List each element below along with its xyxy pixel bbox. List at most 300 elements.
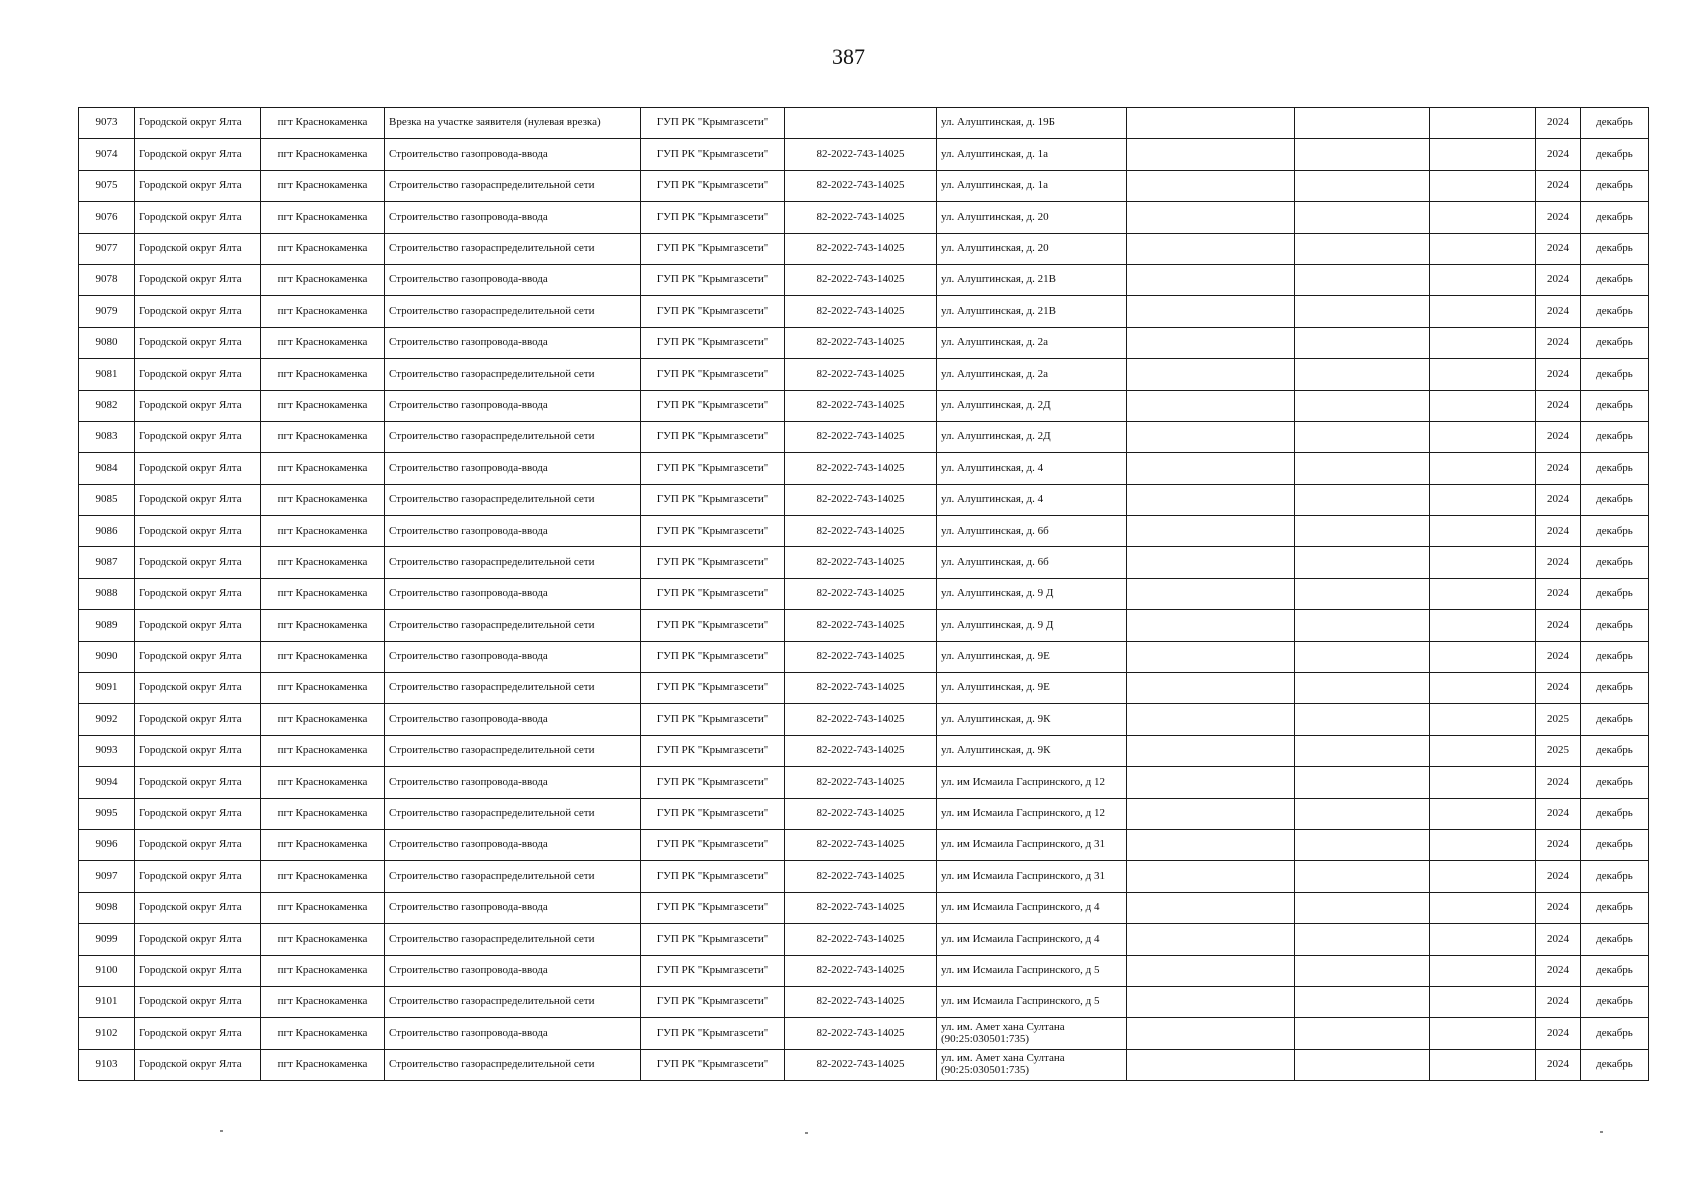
month-cell: декабрь <box>1581 955 1649 986</box>
empty-cell <box>1295 202 1430 233</box>
empty-cell <box>1127 296 1295 327</box>
empty-cell <box>1295 139 1430 170</box>
year-cell: 2024 <box>1536 139 1581 170</box>
table-row <box>79 1049 1649 1080</box>
month-cell: декабрь <box>1581 892 1649 923</box>
scan-speck <box>1600 1131 1603 1133</box>
empty-cell <box>1430 829 1536 860</box>
organization-cell: ГУП РК "Крымгазсети" <box>641 955 785 986</box>
empty-cell <box>1295 296 1430 327</box>
table-row <box>79 108 1649 139</box>
row-number-cell: 9097 <box>79 861 135 892</box>
work-type-cell: Строительство газопровода-ввода <box>385 767 641 798</box>
month-cell: декабрь <box>1581 170 1649 201</box>
address-cell: ул. им. Амет хана Султана (90:25:030501:735) <box>937 1049 1127 1080</box>
empty-cell <box>1430 390 1536 421</box>
work-type-cell: Строительство газопровода-ввода <box>385 453 641 484</box>
organization-cell: ГУП РК "Крымгазсети" <box>641 233 785 264</box>
empty-cell <box>1295 892 1430 923</box>
address-cell: ул. Алуштинская, д. 6б <box>937 547 1127 578</box>
year-cell: 2024 <box>1536 516 1581 547</box>
organization-cell: ГУП РК "Крымгазсети" <box>641 641 785 672</box>
work-type-cell: Строительство газопровода-ввода <box>385 327 641 358</box>
table-row <box>79 327 1649 358</box>
empty-cell <box>1430 610 1536 641</box>
table-row <box>79 484 1649 515</box>
empty-cell <box>1295 1049 1430 1080</box>
address-cell: ул. Алуштинская, д. 9К <box>937 735 1127 766</box>
work-type-cell: Строительство газопровода-ввода <box>385 1018 641 1049</box>
settlement-cell: пгт Краснокаменка <box>261 233 385 264</box>
row-number-cell: 9075 <box>79 170 135 201</box>
municipality-cell: Городской округ Ялта <box>135 861 261 892</box>
work-type-cell: Строительство газопровода-ввода <box>385 202 641 233</box>
month-cell: декабрь <box>1581 798 1649 829</box>
settlement-cell: пгт Краснокаменка <box>261 1018 385 1049</box>
table-row <box>79 767 1649 798</box>
work-type-cell: Строительство газопровода-ввода <box>385 829 641 860</box>
municipality-cell: Городской округ Ялта <box>135 641 261 672</box>
year-cell: 2024 <box>1536 578 1581 609</box>
municipality-cell: Городской округ Ялта <box>135 1049 261 1080</box>
empty-cell <box>1127 955 1295 986</box>
organization-cell: ГУП РК "Крымгазсети" <box>641 516 785 547</box>
empty-cell <box>1295 986 1430 1017</box>
address-cell: ул. им Исмаила Гаспринского, д 4 <box>937 892 1127 923</box>
program-code-cell: 82-2022-743-14025 <box>785 233 937 264</box>
address-cell: ул. Алуштинская, д. 9К <box>937 704 1127 735</box>
organization-cell: ГУП РК "Крымгазсети" <box>641 139 785 170</box>
year-cell: 2024 <box>1536 1049 1581 1080</box>
table-row <box>79 233 1649 264</box>
year-cell: 2024 <box>1536 641 1581 672</box>
empty-cell <box>1430 578 1536 609</box>
address-cell: ул. Алуштинская, д. 9Е <box>937 641 1127 672</box>
organization-cell: ГУП РК "Крымгазсети" <box>641 264 785 295</box>
organization-cell: ГУП РК "Крымгазсети" <box>641 390 785 421</box>
month-cell: декабрь <box>1581 767 1649 798</box>
month-cell: декабрь <box>1581 924 1649 955</box>
address-cell: ул. Алуштинская, д. 1а <box>937 170 1127 201</box>
organization-cell: ГУП РК "Крымгазсети" <box>641 767 785 798</box>
address-cell: ул. им Исмаила Гаспринского, д 31 <box>937 861 1127 892</box>
settlement-cell: пгт Краснокаменка <box>261 892 385 923</box>
work-type-cell: Строительство газопровода-ввода <box>385 264 641 295</box>
empty-cell <box>1430 139 1536 170</box>
work-type-cell: Строительство газораспределительной сети <box>385 861 641 892</box>
work-type-cell: Строительство газопровода-ввода <box>385 704 641 735</box>
municipality-cell: Городской округ Ялта <box>135 547 261 578</box>
table-row <box>79 547 1649 578</box>
empty-cell <box>1295 861 1430 892</box>
municipality-cell: Городской округ Ялта <box>135 359 261 390</box>
empty-cell <box>1295 1018 1430 1049</box>
year-cell: 2024 <box>1536 1018 1581 1049</box>
table-row <box>79 735 1649 766</box>
address-cell: ул. Алуштинская, д. 4 <box>937 484 1127 515</box>
work-type-cell: Строительство газораспределительной сети <box>385 924 641 955</box>
empty-cell <box>1430 1049 1536 1080</box>
settlement-cell: пгт Краснокаменка <box>261 327 385 358</box>
empty-cell <box>1295 955 1430 986</box>
settlement-cell: пгт Краснокаменка <box>261 202 385 233</box>
row-number-cell: 9084 <box>79 453 135 484</box>
month-cell: декабрь <box>1581 735 1649 766</box>
empty-cell <box>1127 1018 1295 1049</box>
organization-cell: ГУП РК "Крымгазсети" <box>641 610 785 641</box>
empty-cell <box>1430 547 1536 578</box>
work-type-cell: Строительство газораспределительной сети <box>385 610 641 641</box>
empty-cell <box>1295 421 1430 452</box>
municipality-cell: Городской округ Ялта <box>135 924 261 955</box>
month-cell: декабрь <box>1581 610 1649 641</box>
table-row <box>79 986 1649 1017</box>
month-cell: декабрь <box>1581 829 1649 860</box>
empty-cell <box>1295 516 1430 547</box>
row-number-cell: 9091 <box>79 673 135 704</box>
address-cell: ул. им Исмаила Гаспринского, д 5 <box>937 955 1127 986</box>
empty-cell <box>1127 767 1295 798</box>
work-type-cell: Строительство газопровода-ввода <box>385 139 641 170</box>
empty-cell <box>1295 578 1430 609</box>
empty-cell <box>1430 484 1536 515</box>
scan-speck <box>220 1130 223 1132</box>
work-type-cell: Строительство газораспределительной сети <box>385 233 641 264</box>
settlement-cell: пгт Краснокаменка <box>261 861 385 892</box>
empty-cell <box>1295 108 1430 139</box>
empty-cell <box>1430 453 1536 484</box>
empty-cell <box>1295 233 1430 264</box>
registry-table <box>78 107 1649 1081</box>
empty-cell <box>1430 986 1536 1017</box>
organization-cell: ГУП РК "Крымгазсети" <box>641 798 785 829</box>
empty-cell <box>1127 421 1295 452</box>
empty-cell <box>1430 1018 1536 1049</box>
municipality-cell: Городской округ Ялта <box>135 296 261 327</box>
empty-cell <box>1295 547 1430 578</box>
scan-speck <box>805 1132 808 1134</box>
empty-cell <box>1127 202 1295 233</box>
month-cell: декабрь <box>1581 484 1649 515</box>
row-number-cell: 9103 <box>79 1049 135 1080</box>
program-code-cell: 82-2022-743-14025 <box>785 735 937 766</box>
year-cell: 2024 <box>1536 170 1581 201</box>
empty-cell <box>1430 359 1536 390</box>
month-cell: декабрь <box>1581 578 1649 609</box>
program-code-cell: 82-2022-743-14025 <box>785 955 937 986</box>
empty-cell <box>1430 735 1536 766</box>
row-number-cell: 9093 <box>79 735 135 766</box>
municipality-cell: Городской округ Ялта <box>135 610 261 641</box>
address-cell: ул. Алуштинская, д. 2а <box>937 359 1127 390</box>
month-cell: декабрь <box>1581 233 1649 264</box>
work-type-cell: Строительство газопровода-ввода <box>385 390 641 421</box>
organization-cell: ГУП РК "Крымгазсети" <box>641 924 785 955</box>
municipality-cell: Городской округ Ялта <box>135 233 261 264</box>
empty-cell <box>1430 108 1536 139</box>
year-cell: 2024 <box>1536 798 1581 829</box>
empty-cell <box>1430 861 1536 892</box>
empty-cell <box>1295 673 1430 704</box>
organization-cell: ГУП РК "Крымгазсети" <box>641 453 785 484</box>
empty-cell <box>1127 516 1295 547</box>
row-number-cell: 9101 <box>79 986 135 1017</box>
year-cell: 2024 <box>1536 547 1581 578</box>
settlement-cell: пгт Краснокаменка <box>261 1049 385 1080</box>
year-cell: 2024 <box>1536 955 1581 986</box>
municipality-cell: Городской округ Ялта <box>135 264 261 295</box>
table-row <box>79 390 1649 421</box>
empty-cell <box>1127 484 1295 515</box>
address-cell: ул. Алуштинская, д. 9 Д <box>937 610 1127 641</box>
address-cell: ул. Алуштинская, д. 6б <box>937 516 1127 547</box>
settlement-cell: пгт Краснокаменка <box>261 484 385 515</box>
settlement-cell: пгт Краснокаменка <box>261 170 385 201</box>
row-number-cell: 9096 <box>79 829 135 860</box>
table-row <box>79 829 1649 860</box>
empty-cell <box>1127 108 1295 139</box>
empty-cell <box>1127 704 1295 735</box>
year-cell: 2024 <box>1536 861 1581 892</box>
address-cell: ул. им Исмаила Гаспринского, д 12 <box>937 767 1127 798</box>
program-code-cell: 82-2022-743-14025 <box>785 139 937 170</box>
program-code-cell: 82-2022-743-14025 <box>785 484 937 515</box>
empty-cell <box>1127 798 1295 829</box>
table-row <box>79 516 1649 547</box>
empty-cell <box>1295 610 1430 641</box>
year-cell: 2024 <box>1536 296 1581 327</box>
year-cell: 2024 <box>1536 673 1581 704</box>
month-cell: декабрь <box>1581 296 1649 327</box>
row-number-cell: 9090 <box>79 641 135 672</box>
settlement-cell: пгт Краснокаменка <box>261 264 385 295</box>
row-number-cell: 9082 <box>79 390 135 421</box>
organization-cell: ГУП РК "Крымгазсети" <box>641 673 785 704</box>
program-code-cell: 82-2022-743-14025 <box>785 798 937 829</box>
program-code-cell: 82-2022-743-14025 <box>785 892 937 923</box>
year-cell: 2024 <box>1536 359 1581 390</box>
table-body <box>79 108 1649 1081</box>
municipality-cell: Городской округ Ялта <box>135 767 261 798</box>
empty-cell <box>1127 641 1295 672</box>
work-type-cell: Строительство газопровода-ввода <box>385 516 641 547</box>
settlement-cell: пгт Краснокаменка <box>261 829 385 860</box>
organization-cell: ГУП РК "Крымгазсети" <box>641 578 785 609</box>
month-cell: декабрь <box>1581 1018 1649 1049</box>
month-cell: декабрь <box>1581 673 1649 704</box>
year-cell: 2024 <box>1536 233 1581 264</box>
year-cell: 2024 <box>1536 264 1581 295</box>
organization-cell: ГУП РК "Крымгазсети" <box>641 108 785 139</box>
work-type-cell: Строительство газораспределительной сети <box>385 296 641 327</box>
empty-cell <box>1295 359 1430 390</box>
table-row <box>79 673 1649 704</box>
work-type-cell: Строительство газопровода-ввода <box>385 641 641 672</box>
program-code-cell: 82-2022-743-14025 <box>785 1049 937 1080</box>
table-row <box>79 421 1649 452</box>
empty-cell <box>1430 296 1536 327</box>
municipality-cell: Городской округ Ялта <box>135 108 261 139</box>
empty-cell <box>1127 264 1295 295</box>
program-code-cell: 82-2022-743-14025 <box>785 547 937 578</box>
row-number-cell: 9089 <box>79 610 135 641</box>
empty-cell <box>1430 924 1536 955</box>
row-number-cell: 9080 <box>79 327 135 358</box>
organization-cell: ГУП РК "Крымгазсети" <box>641 421 785 452</box>
empty-cell <box>1295 641 1430 672</box>
row-number-cell: 9079 <box>79 296 135 327</box>
address-cell: ул. Алуштинская, д. 9Е <box>937 673 1127 704</box>
settlement-cell: пгт Краснокаменка <box>261 673 385 704</box>
program-code-cell: 82-2022-743-14025 <box>785 861 937 892</box>
municipality-cell: Городской округ Ялта <box>135 327 261 358</box>
address-cell: ул. Алуштинская, д. 2Д <box>937 421 1127 452</box>
row-number-cell: 9099 <box>79 924 135 955</box>
year-cell: 2024 <box>1536 484 1581 515</box>
empty-cell <box>1430 704 1536 735</box>
table-row <box>79 641 1649 672</box>
address-cell: ул. им. Амет хана Султана (90:25:030501:735) <box>937 1018 1127 1049</box>
empty-cell <box>1430 798 1536 829</box>
month-cell: декабрь <box>1581 516 1649 547</box>
organization-cell: ГУП РК "Крымгазсети" <box>641 986 785 1017</box>
row-number-cell: 9083 <box>79 421 135 452</box>
row-number-cell: 9094 <box>79 767 135 798</box>
work-type-cell: Строительство газопровода-ввода <box>385 892 641 923</box>
table-row <box>79 170 1649 201</box>
program-code-cell: 82-2022-743-14025 <box>785 453 937 484</box>
empty-cell <box>1295 390 1430 421</box>
program-code-cell: 82-2022-743-14025 <box>785 641 937 672</box>
address-cell: ул. Алуштинская, д. 21В <box>937 264 1127 295</box>
empty-cell <box>1127 892 1295 923</box>
program-code-cell: 82-2022-743-14025 <box>785 829 937 860</box>
table-row <box>79 139 1649 170</box>
table-row <box>79 610 1649 641</box>
year-cell: 2024 <box>1536 327 1581 358</box>
address-cell: ул. Алуштинская, д. 20 <box>937 233 1127 264</box>
empty-cell <box>1295 704 1430 735</box>
municipality-cell: Городской округ Ялта <box>135 139 261 170</box>
empty-cell <box>1127 829 1295 860</box>
row-number-cell: 9073 <box>79 108 135 139</box>
year-cell: 2024 <box>1536 829 1581 860</box>
empty-cell <box>1127 547 1295 578</box>
settlement-cell: пгт Краснокаменка <box>261 641 385 672</box>
address-cell: ул. им Исмаила Гаспринского, д 5 <box>937 986 1127 1017</box>
empty-cell <box>1295 327 1430 358</box>
year-cell: 2024 <box>1536 390 1581 421</box>
address-cell: ул. Алуштинская, д. 1а <box>937 139 1127 170</box>
program-code-cell: 82-2022-743-14025 <box>785 704 937 735</box>
municipality-cell: Городской округ Ялта <box>135 390 261 421</box>
empty-cell <box>1295 453 1430 484</box>
empty-cell <box>1127 861 1295 892</box>
organization-cell: ГУП РК "Крымгазсети" <box>641 892 785 923</box>
year-cell: 2024 <box>1536 924 1581 955</box>
empty-cell <box>1295 798 1430 829</box>
address-cell: ул. им Исмаила Гаспринского, д 4 <box>937 924 1127 955</box>
settlement-cell: пгт Краснокаменка <box>261 610 385 641</box>
row-number-cell: 9078 <box>79 264 135 295</box>
work-type-cell: Строительство газораспределительной сети <box>385 547 641 578</box>
work-type-cell: Строительство газораспределительной сети <box>385 1049 641 1080</box>
address-cell: ул. Алуштинская, д. 20 <box>937 202 1127 233</box>
empty-cell <box>1295 829 1430 860</box>
month-cell: декабрь <box>1581 986 1649 1017</box>
settlement-cell: пгт Краснокаменка <box>261 955 385 986</box>
year-cell: 2025 <box>1536 735 1581 766</box>
year-cell: 2024 <box>1536 453 1581 484</box>
empty-cell <box>1430 327 1536 358</box>
empty-cell <box>1430 233 1536 264</box>
organization-cell: ГУП РК "Крымгазсети" <box>641 829 785 860</box>
month-cell: декабрь <box>1581 641 1649 672</box>
program-code-cell: 82-2022-743-14025 <box>785 202 937 233</box>
work-type-cell: Строительство газораспределительной сети <box>385 673 641 704</box>
settlement-cell: пгт Краснокаменка <box>261 924 385 955</box>
row-number-cell: 9088 <box>79 578 135 609</box>
row-number-cell: 9102 <box>79 1018 135 1049</box>
empty-cell <box>1127 610 1295 641</box>
program-code-cell: 82-2022-743-14025 <box>785 1018 937 1049</box>
empty-cell <box>1127 1049 1295 1080</box>
work-type-cell: Строительство газопровода-ввода <box>385 578 641 609</box>
empty-cell <box>1295 924 1430 955</box>
table-row <box>79 798 1649 829</box>
empty-cell <box>1127 453 1295 484</box>
month-cell: декабрь <box>1581 421 1649 452</box>
settlement-cell: пгт Краснокаменка <box>261 296 385 327</box>
organization-cell: ГУП РК "Крымгазсети" <box>641 170 785 201</box>
empty-cell <box>1430 641 1536 672</box>
work-type-cell: Строительство газораспределительной сети <box>385 484 641 515</box>
organization-cell: ГУП РК "Крымгазсети" <box>641 484 785 515</box>
program-code-cell: 82-2022-743-14025 <box>785 924 937 955</box>
organization-cell: ГУП РК "Крымгазсети" <box>641 547 785 578</box>
row-number-cell: 9086 <box>79 516 135 547</box>
row-number-cell: 9087 <box>79 547 135 578</box>
organization-cell: ГУП РК "Крымгазсети" <box>641 1049 785 1080</box>
empty-cell <box>1127 359 1295 390</box>
municipality-cell: Городской округ Ялта <box>135 516 261 547</box>
empty-cell <box>1127 390 1295 421</box>
empty-cell <box>1295 767 1430 798</box>
row-number-cell: 9074 <box>79 139 135 170</box>
empty-cell <box>1127 139 1295 170</box>
settlement-cell: пгт Краснокаменка <box>261 986 385 1017</box>
table-row <box>79 264 1649 295</box>
address-cell: ул. им Исмаила Гаспринского, д 12 <box>937 798 1127 829</box>
organization-cell: ГУП РК "Крымгазсети" <box>641 1018 785 1049</box>
program-code-cell: 82-2022-743-14025 <box>785 327 937 358</box>
settlement-cell: пгт Краснокаменка <box>261 359 385 390</box>
work-type-cell: Строительство газораспределительной сети <box>385 170 641 201</box>
municipality-cell: Городской округ Ялта <box>135 673 261 704</box>
address-cell: ул. Алуштинская, д. 2Д <box>937 390 1127 421</box>
work-type-cell: Строительство газораспределительной сети <box>385 798 641 829</box>
empty-cell <box>1127 924 1295 955</box>
settlement-cell: пгт Краснокаменка <box>261 108 385 139</box>
month-cell: декабрь <box>1581 202 1649 233</box>
empty-cell <box>1127 986 1295 1017</box>
settlement-cell: пгт Краснокаменка <box>261 735 385 766</box>
municipality-cell: Городской округ Ялта <box>135 829 261 860</box>
work-type-cell: Строительство газораспределительной сети <box>385 421 641 452</box>
table-row <box>79 296 1649 327</box>
municipality-cell: Городской округ Ялта <box>135 484 261 515</box>
municipality-cell: Городской округ Ялта <box>135 202 261 233</box>
